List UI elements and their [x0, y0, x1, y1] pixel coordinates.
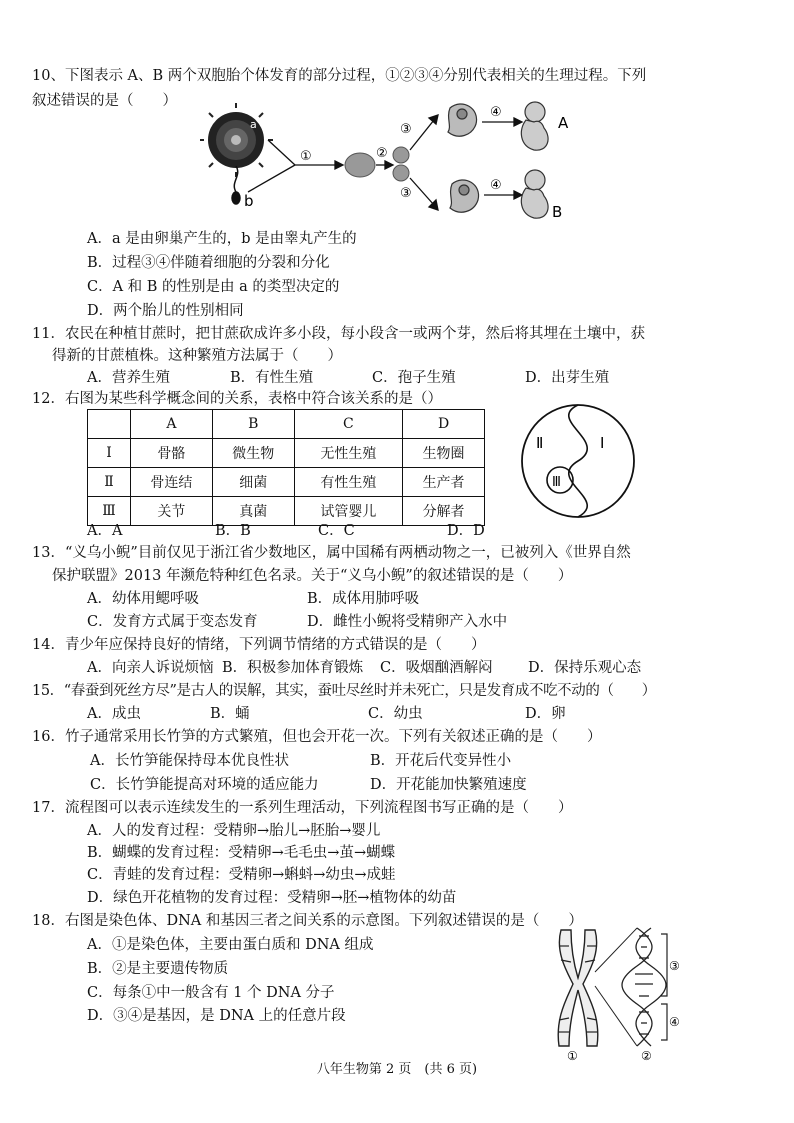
- q13-option-c[interactable]: C．发育方式属于变态发育: [87, 614, 258, 630]
- q11-option-b[interactable]: B．有性生殖: [230, 370, 314, 386]
- table-cell: 生物圈: [403, 439, 485, 468]
- q10-option-c[interactable]: C．A 和 B 的性别是由 a 的类型决定的: [87, 279, 340, 295]
- label-a: a: [250, 118, 257, 131]
- table-cell: 分解者: [403, 497, 485, 526]
- table-cell: 关节: [131, 497, 213, 526]
- label-step1: ①: [300, 149, 312, 164]
- q10-option-a[interactable]: A．a 是由卵巢产生的，b 是由睾丸产生的: [87, 231, 357, 247]
- label-step3-upper: ③: [400, 122, 412, 137]
- label-step2: ②: [376, 146, 388, 161]
- q18-option-b[interactable]: B．②是主要遗传物质: [87, 961, 229, 977]
- table-cell: 真菌: [212, 497, 294, 526]
- q17-stem: 17．流程图可以表示连续发生的一系列生理活动，下列流程图书写正确的是（ ）: [32, 800, 573, 816]
- label-3: ③: [669, 959, 680, 973]
- label-step3-lower: ③: [400, 186, 412, 201]
- q16-option-a[interactable]: A．长竹笋能保持母本优良性状: [90, 753, 289, 769]
- q16-option-c[interactable]: C．长竹笋能提高对环境的适应能力: [90, 777, 319, 793]
- label-B: B: [552, 203, 563, 221]
- q11-option-d[interactable]: D．出芽生殖: [525, 370, 610, 386]
- zygote-icon: [345, 153, 375, 177]
- q10-twin-development-figure: [200, 100, 580, 225]
- fetus-a-icon: [521, 102, 548, 150]
- table-cell: 试管婴儿: [294, 497, 402, 526]
- q12-option-b[interactable]: B．B: [215, 523, 251, 539]
- q12-option-d[interactable]: D．D: [447, 523, 485, 539]
- q17-option-c[interactable]: C．青蛙的发育过程：受精卵→蝌蚪→幼虫→成蛙: [87, 867, 396, 883]
- early-embryo-lower-icon: [450, 180, 479, 212]
- table-header-cell: B: [212, 410, 294, 439]
- q12-option-c[interactable]: C．C: [318, 523, 355, 539]
- table-header-cell: D: [403, 410, 485, 439]
- table-row: [88, 468, 485, 497]
- dna-helix-icon: [622, 928, 666, 1046]
- q18-option-c[interactable]: C．每条①中一般含有 1 个 DNA 分子: [87, 985, 335, 1001]
- q11-stem-line1: 11．农民在种植甘蔗时，把甘蔗砍成许多小段，每小段含一或两个芽，然后将其埋在土壤中，获: [32, 326, 645, 342]
- q15-option-c[interactable]: C．幼虫: [368, 706, 423, 722]
- table-row: [88, 497, 485, 526]
- q18-chromosome-dna-figure: [545, 922, 695, 1062]
- table-cell: 有性生殖: [294, 468, 402, 497]
- table-header-cell: C: [294, 410, 402, 439]
- table-row: [88, 439, 485, 468]
- q13-option-b[interactable]: B．成体用肺呼吸: [307, 591, 420, 607]
- q11-option-c[interactable]: C．孢子生殖: [372, 370, 456, 386]
- table-corner-cell: [88, 410, 131, 439]
- q15-option-b[interactable]: B．蛹: [210, 706, 250, 722]
- q16-option-d[interactable]: D．开花能加快繁殖速度: [370, 777, 527, 793]
- q14-stem: 14．青少年应保持良好的情绪，下列调节情绪的方式错误的是（ ）: [32, 637, 486, 653]
- q17-option-b[interactable]: B．蝴蝶的发育过程：受精卵→毛毛虫→茧→蝴蝶: [87, 845, 396, 861]
- label-2: ②: [641, 1049, 652, 1062]
- table-cell: 生产者: [403, 468, 485, 497]
- table-header-row: [88, 410, 485, 439]
- two-cell-embryo-icon: [393, 147, 409, 181]
- q13-option-d[interactable]: D．雌性小鲵将受精卵产入水中: [307, 614, 508, 630]
- q17-option-d[interactable]: D．绿色开花植物的发育过程：受精卵→胚→植物体的幼苗: [87, 890, 457, 906]
- table-cell: 微生物: [212, 439, 294, 468]
- sperm-icon: [232, 166, 240, 204]
- label-iii: Ⅲ: [552, 475, 561, 490]
- fetus-b-icon: [521, 170, 548, 218]
- q15-option-a[interactable]: A．成虫: [87, 706, 141, 722]
- label-A: A: [558, 114, 569, 132]
- q17-option-a[interactable]: A．人的发育过程：受精卵→胎儿→胚胎→婴儿: [87, 823, 381, 839]
- q12-option-a[interactable]: A．A: [87, 523, 123, 539]
- table-cell: 无性生殖: [294, 439, 402, 468]
- q18-option-a[interactable]: A．①是染色体，主要由蛋白质和 DNA 组成: [87, 937, 374, 953]
- label-step4-upper: ④: [490, 105, 502, 120]
- q13-option-a[interactable]: A．幼体用鳃呼吸: [87, 591, 199, 607]
- table-header-cell: A: [131, 410, 213, 439]
- q12-concept-table: [87, 409, 485, 526]
- early-embryo-upper-icon: [448, 104, 477, 136]
- table-cell: 骨连结: [131, 468, 213, 497]
- q18-stem: 18．右图是染色体、DNA 和基因三者之间关系的示意图。下列叙述错误的是（ ）: [32, 913, 583, 929]
- label-step4-lower: ④: [490, 178, 502, 193]
- q12-concept-circle-figure: [518, 400, 638, 522]
- page-footer: 八年生物第 2 页 (共 6 页): [316, 1062, 478, 1077]
- q18-option-d[interactable]: D．③④是基因，是 DNA 上的任意片段: [87, 1008, 346, 1024]
- q10-option-b[interactable]: B．过程③④伴随着细胞的分裂和分化: [87, 255, 330, 271]
- q10-stem-line2: 叙述错误的是（ ）: [32, 93, 177, 109]
- chromosome-icon: [558, 930, 598, 1046]
- q16-option-b[interactable]: B．开花后代变异性小: [370, 753, 512, 769]
- q12-stem: 12．右图为某些科学概念间的关系，表格中符合该关系的是（）: [32, 391, 442, 407]
- table-cell: 细菌: [212, 468, 294, 497]
- label-ii: Ⅱ: [536, 434, 544, 452]
- q15-option-d[interactable]: D．卵: [525, 706, 566, 722]
- q13-stem-line1: 13．“义乌小鲵”目前仅见于浙江省少数地区，属中国稀有两栖动物之一，已被列入《世界自然: [32, 545, 631, 561]
- q16-stem: 16．竹子通常采用长竹笋的方式繁殖，但也会开花一次。下列有关叙述正确的是（ ）: [32, 729, 602, 745]
- q14-option-b[interactable]: B．积极参加体育锻炼: [222, 660, 364, 676]
- table-cell: 骨骼: [131, 439, 213, 468]
- q14-option-a[interactable]: A．向亲人诉说烦恼: [87, 660, 214, 676]
- table-row-label: Ⅱ: [88, 468, 131, 497]
- q14-option-c[interactable]: C．吸烟酗酒解闷: [380, 660, 493, 676]
- q15-stem: 15．“春蚕到死丝方尽”是古人的误解，其实，蚕吐尽丝时并未死亡，只是发育成不吃不动的（ ）: [32, 683, 656, 699]
- q14-option-d[interactable]: D．保持乐观心态: [528, 660, 642, 676]
- q13-stem-line2: 保护联盟》2013 年濒危特种红色名录。关于“义乌小鲵”的叙述错误的是（ ）: [52, 568, 573, 584]
- label-1: ①: [567, 1049, 578, 1062]
- q10-stem-line1: 10、下图表示 A、B 两个双胞胎个体发育的部分过程，①②③④分别代表相关的生理过程。下列: [32, 68, 647, 84]
- label-4: ④: [669, 1015, 680, 1029]
- table-row-label: Ⅰ: [88, 439, 131, 468]
- q11-option-a[interactable]: A．营养生殖: [87, 370, 170, 386]
- q10-option-d[interactable]: D．两个胎儿的性别相同: [87, 303, 244, 319]
- label-i: Ⅰ: [600, 434, 605, 452]
- q11-stem-line2: 得新的甘蔗植株。这种繁殖方法属于（ ）: [52, 348, 342, 364]
- table-row-label: Ⅲ: [88, 497, 131, 526]
- label-b: b: [244, 192, 254, 210]
